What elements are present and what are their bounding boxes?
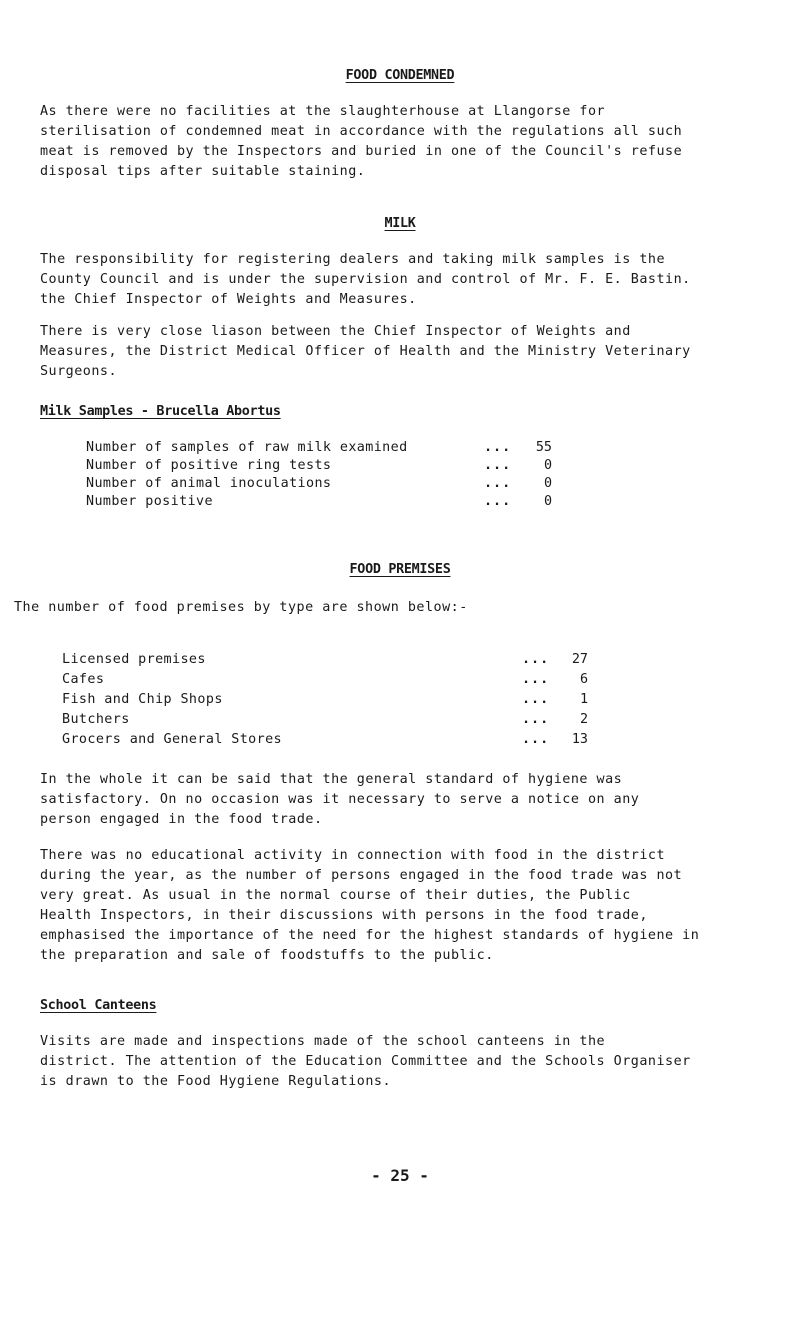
row-value: 1 xyxy=(579,692,588,707)
food-condemned-paragraph: As there were no facilities at the slaughterhouse at Llangorse for sterilisation of condemned meat in accordance with the regulations all such meat is removed by the Inspectors and buried in one of the Council's refuse disposal tips after suitable staining. xyxy=(40,104,683,179)
section-heading-food-premises: FOOD PREMISES xyxy=(349,562,451,577)
leader-dots: ... xyxy=(522,732,550,747)
premises-intro: The number of food premises by type are shown below:- xyxy=(14,600,468,615)
school-canteens-paragraph: Visits are made and inspections made of the school canteens in the district. The attention of the Education Committee and the Schools Organiser is drawn to the Food Hygiene Regulations. xyxy=(40,1034,691,1089)
row-label: Number of samples of raw milk examined xyxy=(86,440,408,455)
leader-dots: ... xyxy=(484,440,512,455)
page-number: - 25 - xyxy=(371,1166,429,1185)
leader-dots: ... xyxy=(522,652,550,667)
row-value: 55 xyxy=(535,440,552,455)
row-value: 0 xyxy=(543,458,552,473)
row-value: 2 xyxy=(579,712,588,727)
leader-dots: ... xyxy=(484,476,512,491)
milk-paragraph-responsibility: The responsibility for registering dealers and taking milk samples is the County Council and is under the supervision and control of Mr. F. E. Bastin. the Chief Inspector of Weights and Measures. xyxy=(40,252,691,307)
row-value: 27 xyxy=(571,652,588,667)
school-canteens-heading: School Canteens xyxy=(40,998,157,1013)
row-label: Cafes xyxy=(62,672,105,687)
row-label: Number of positive ring tests xyxy=(86,458,332,473)
milk-samples-heading: Milk Samples - Brucella Abortus xyxy=(40,404,281,419)
section-heading-food-condemned: FOOD CONDEMNED xyxy=(345,68,455,83)
row-label: Grocers and General Stores xyxy=(62,732,283,747)
row-value: 13 xyxy=(571,732,588,747)
leader-dots: ... xyxy=(522,712,550,727)
row-label: Number positive xyxy=(86,494,213,509)
leader-dots: ... xyxy=(484,458,512,473)
leader-dots: ... xyxy=(522,672,550,687)
row-label: Licensed premises xyxy=(62,652,206,667)
section-heading-milk: MILK xyxy=(384,216,416,231)
premises-paragraph-education: There was no educational activity in connection with food in the district during the year, as the number of persons engaged in the food trade was not very great. As usual in the normal course of their duties, the Public Health Inspectors, in their discussions with persons in the food trade, emphasised the importance of the need for the highest standards of hygiene in the preparation and sale of foodstuffs to the public. xyxy=(40,848,700,963)
leader-dots: ... xyxy=(484,494,512,509)
milk-paragraph-liaison: There is very close liason between the Chief Inspector of Weights and Measures, the District Medical Officer of Health and the Ministry Veterinary Surgeons. xyxy=(40,324,691,379)
row-label: Butchers xyxy=(62,712,130,727)
premises-paragraph-hygiene: In the whole it can be said that the general standard of hygiene was satisfactory. On no occasion was it necessary to serve a notice on any person engaged in the food trade. xyxy=(40,772,640,827)
row-label: Fish and Chip Shops xyxy=(62,692,223,707)
row-label: Number of animal inoculations xyxy=(86,476,332,491)
row-value: 0 xyxy=(543,494,552,509)
row-value: 6 xyxy=(579,672,588,687)
leader-dots: ... xyxy=(522,692,550,707)
row-value: 0 xyxy=(543,476,552,491)
